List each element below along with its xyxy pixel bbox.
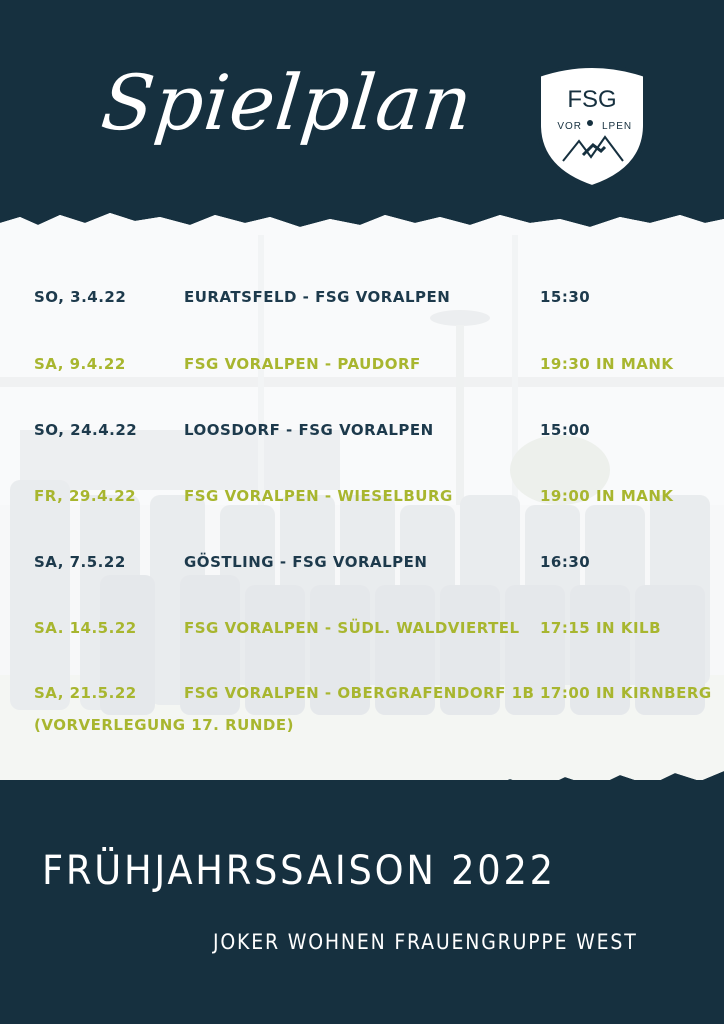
match-time: 17:15 IN KILB <box>540 619 662 637</box>
match-date: SO, 3.4.22 <box>34 288 127 306</box>
schedule-row <box>0 619 724 643</box>
match-time: 15:30 <box>540 288 591 306</box>
match-teams: EURATSFELD - FSG VORALPEN <box>184 288 451 306</box>
match-time: 16:30 <box>540 553 591 571</box>
schedule-row <box>0 487 724 511</box>
match-date: SA, 9.4.22 <box>34 355 126 373</box>
league-subtitle: JOKER WOHNEN FRAUENGRUPPE WEST <box>213 930 638 954</box>
match-time: 17:00 IN KIRNBERG <box>540 684 712 702</box>
match-time: 19:30 IN MANK <box>540 355 674 373</box>
schedule-row <box>0 421 724 445</box>
match-teams: GÖSTLING - FSG VORALPEN <box>184 553 428 571</box>
match-date: SA, 7.5.22 <box>34 553 126 571</box>
schedule-row <box>0 355 724 379</box>
schedule-row <box>0 288 724 312</box>
schedule-row <box>0 684 724 708</box>
match-date: SA. 14.5.22 <box>34 619 137 637</box>
schedule-row <box>0 553 724 577</box>
match-teams: LOOSDORF - FSG VORALPEN <box>184 421 434 439</box>
match-time: 15:00 <box>540 421 591 439</box>
page-title: Spielplan <box>97 58 478 147</box>
match-date: FR, 29.4.22 <box>34 487 137 505</box>
logo-text-right: LPEN <box>602 121 633 132</box>
match-time: 19:00 IN MANK <box>540 487 674 505</box>
match-date: SO, 24.4.22 <box>34 421 138 439</box>
match-teams: FSG VORALPEN - OBERGRAFENDORF 1B <box>184 684 535 702</box>
match-teams: FSG VORALPEN - WIESELBURG <box>184 487 453 505</box>
match-date: SA, 21.5.22 <box>34 684 137 702</box>
season-title: FRÜHJAHRSSAISON 2022 <box>42 848 556 894</box>
schedule-note: (VORVERLEGUNG 17. RUNDE) <box>34 716 294 734</box>
match-teams: FSG VORALPEN - PAUDORF <box>184 355 421 373</box>
logo-text-left: VOR <box>557 121 582 132</box>
match-teams: FSG VORALPEN - SÜDL. WALDVIERTEL <box>184 619 520 637</box>
logo-top-text: FSG <box>567 86 617 113</box>
